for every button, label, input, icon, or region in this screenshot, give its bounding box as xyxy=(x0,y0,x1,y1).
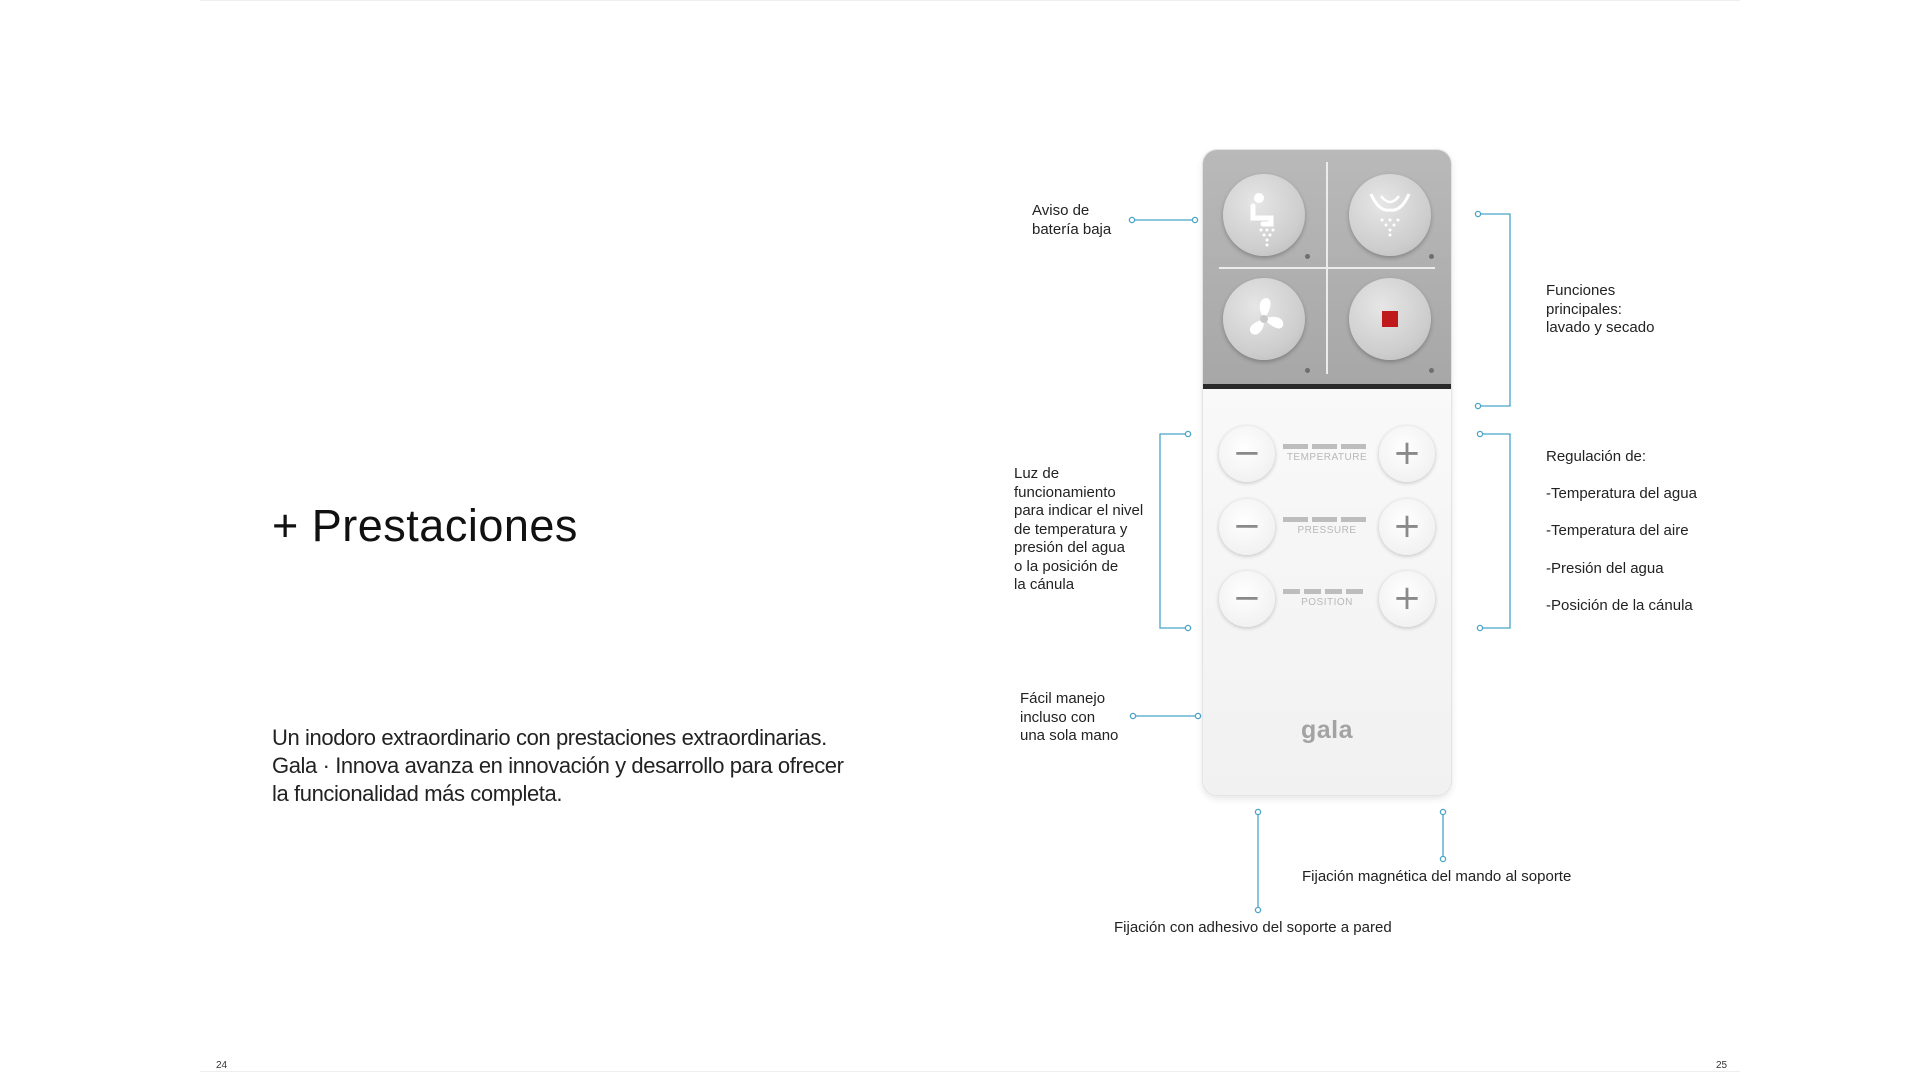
regulation-item: -Temperatura del aire xyxy=(1546,522,1689,539)
front-wash-icon xyxy=(1349,174,1431,256)
temperature-label: TEMPERATURE xyxy=(1286,452,1368,463)
status-led xyxy=(1305,368,1310,373)
callout-magnetic-mount: Fijación magnética del mando al soporte xyxy=(1302,868,1572,885)
callout-operation-light: Luz de funcionamiento para indicar el nivel de temperatura y presión del agua o la posición de la cánula xyxy=(1014,465,1144,593)
page-number-left: 24 xyxy=(216,1060,228,1071)
pressure-plus-button[interactable]: + xyxy=(1379,499,1435,555)
position-plus-button[interactable]: + xyxy=(1379,571,1435,627)
function-panel xyxy=(1203,150,1451,384)
callout-low-battery: Aviso de batería baja xyxy=(1032,202,1112,238)
rear-wash-button[interactable] xyxy=(1223,174,1305,256)
front-wash-button[interactable] xyxy=(1349,174,1431,256)
pressure-minus-button[interactable]: − xyxy=(1219,499,1275,555)
callout-main-functions: Funciones principales: lavado y secado xyxy=(1546,282,1655,336)
stop-icon xyxy=(1349,278,1431,360)
pressure-label: PRESSURE xyxy=(1297,525,1357,536)
dryer-fan-icon xyxy=(1223,278,1305,360)
regulation-item: -Presión del agua xyxy=(1546,560,1664,577)
page-number-right: 25 xyxy=(1716,1060,1728,1071)
callout-adhesive-mount: Fijación con adhesivo del soporte a pared xyxy=(1114,919,1392,936)
callout-easy-handling: Fácil manejo incluso con una sola mano xyxy=(1020,690,1119,744)
callout-regulation-title: Regulación de: xyxy=(1546,448,1647,465)
position-level-indicator xyxy=(1283,589,1371,595)
dryer-button[interactable] xyxy=(1223,278,1305,360)
temperature-minus-button[interactable]: − xyxy=(1219,426,1275,482)
temperature-plus-button[interactable]: + xyxy=(1379,426,1435,482)
regulation-item: -Posición de la cánula xyxy=(1546,597,1693,614)
regulation-item: -Temperatura del agua xyxy=(1546,485,1697,502)
remote-control xyxy=(1203,150,1451,795)
status-led xyxy=(1429,368,1434,373)
position-label: POSITION xyxy=(1301,597,1353,608)
panel-divider xyxy=(1219,267,1435,269)
pressure-level-indicator xyxy=(1283,517,1371,523)
stop-button[interactable] xyxy=(1349,278,1431,360)
battery-led xyxy=(1305,254,1310,259)
status-led xyxy=(1429,254,1434,259)
page-title: + Prestaciones xyxy=(272,500,578,551)
temperature-level-indicator xyxy=(1283,444,1371,450)
intro-paragraph: Un inodoro extraordinario con prestaciones extraordinarias. Gala · Innova avanza en innovación y desarrollo para ofrecer la funcionalidad más completa. xyxy=(272,725,844,806)
rear-wash-icon xyxy=(1223,174,1305,256)
brand-logo: gala xyxy=(1300,716,1354,744)
position-minus-button[interactable]: − xyxy=(1219,571,1275,627)
